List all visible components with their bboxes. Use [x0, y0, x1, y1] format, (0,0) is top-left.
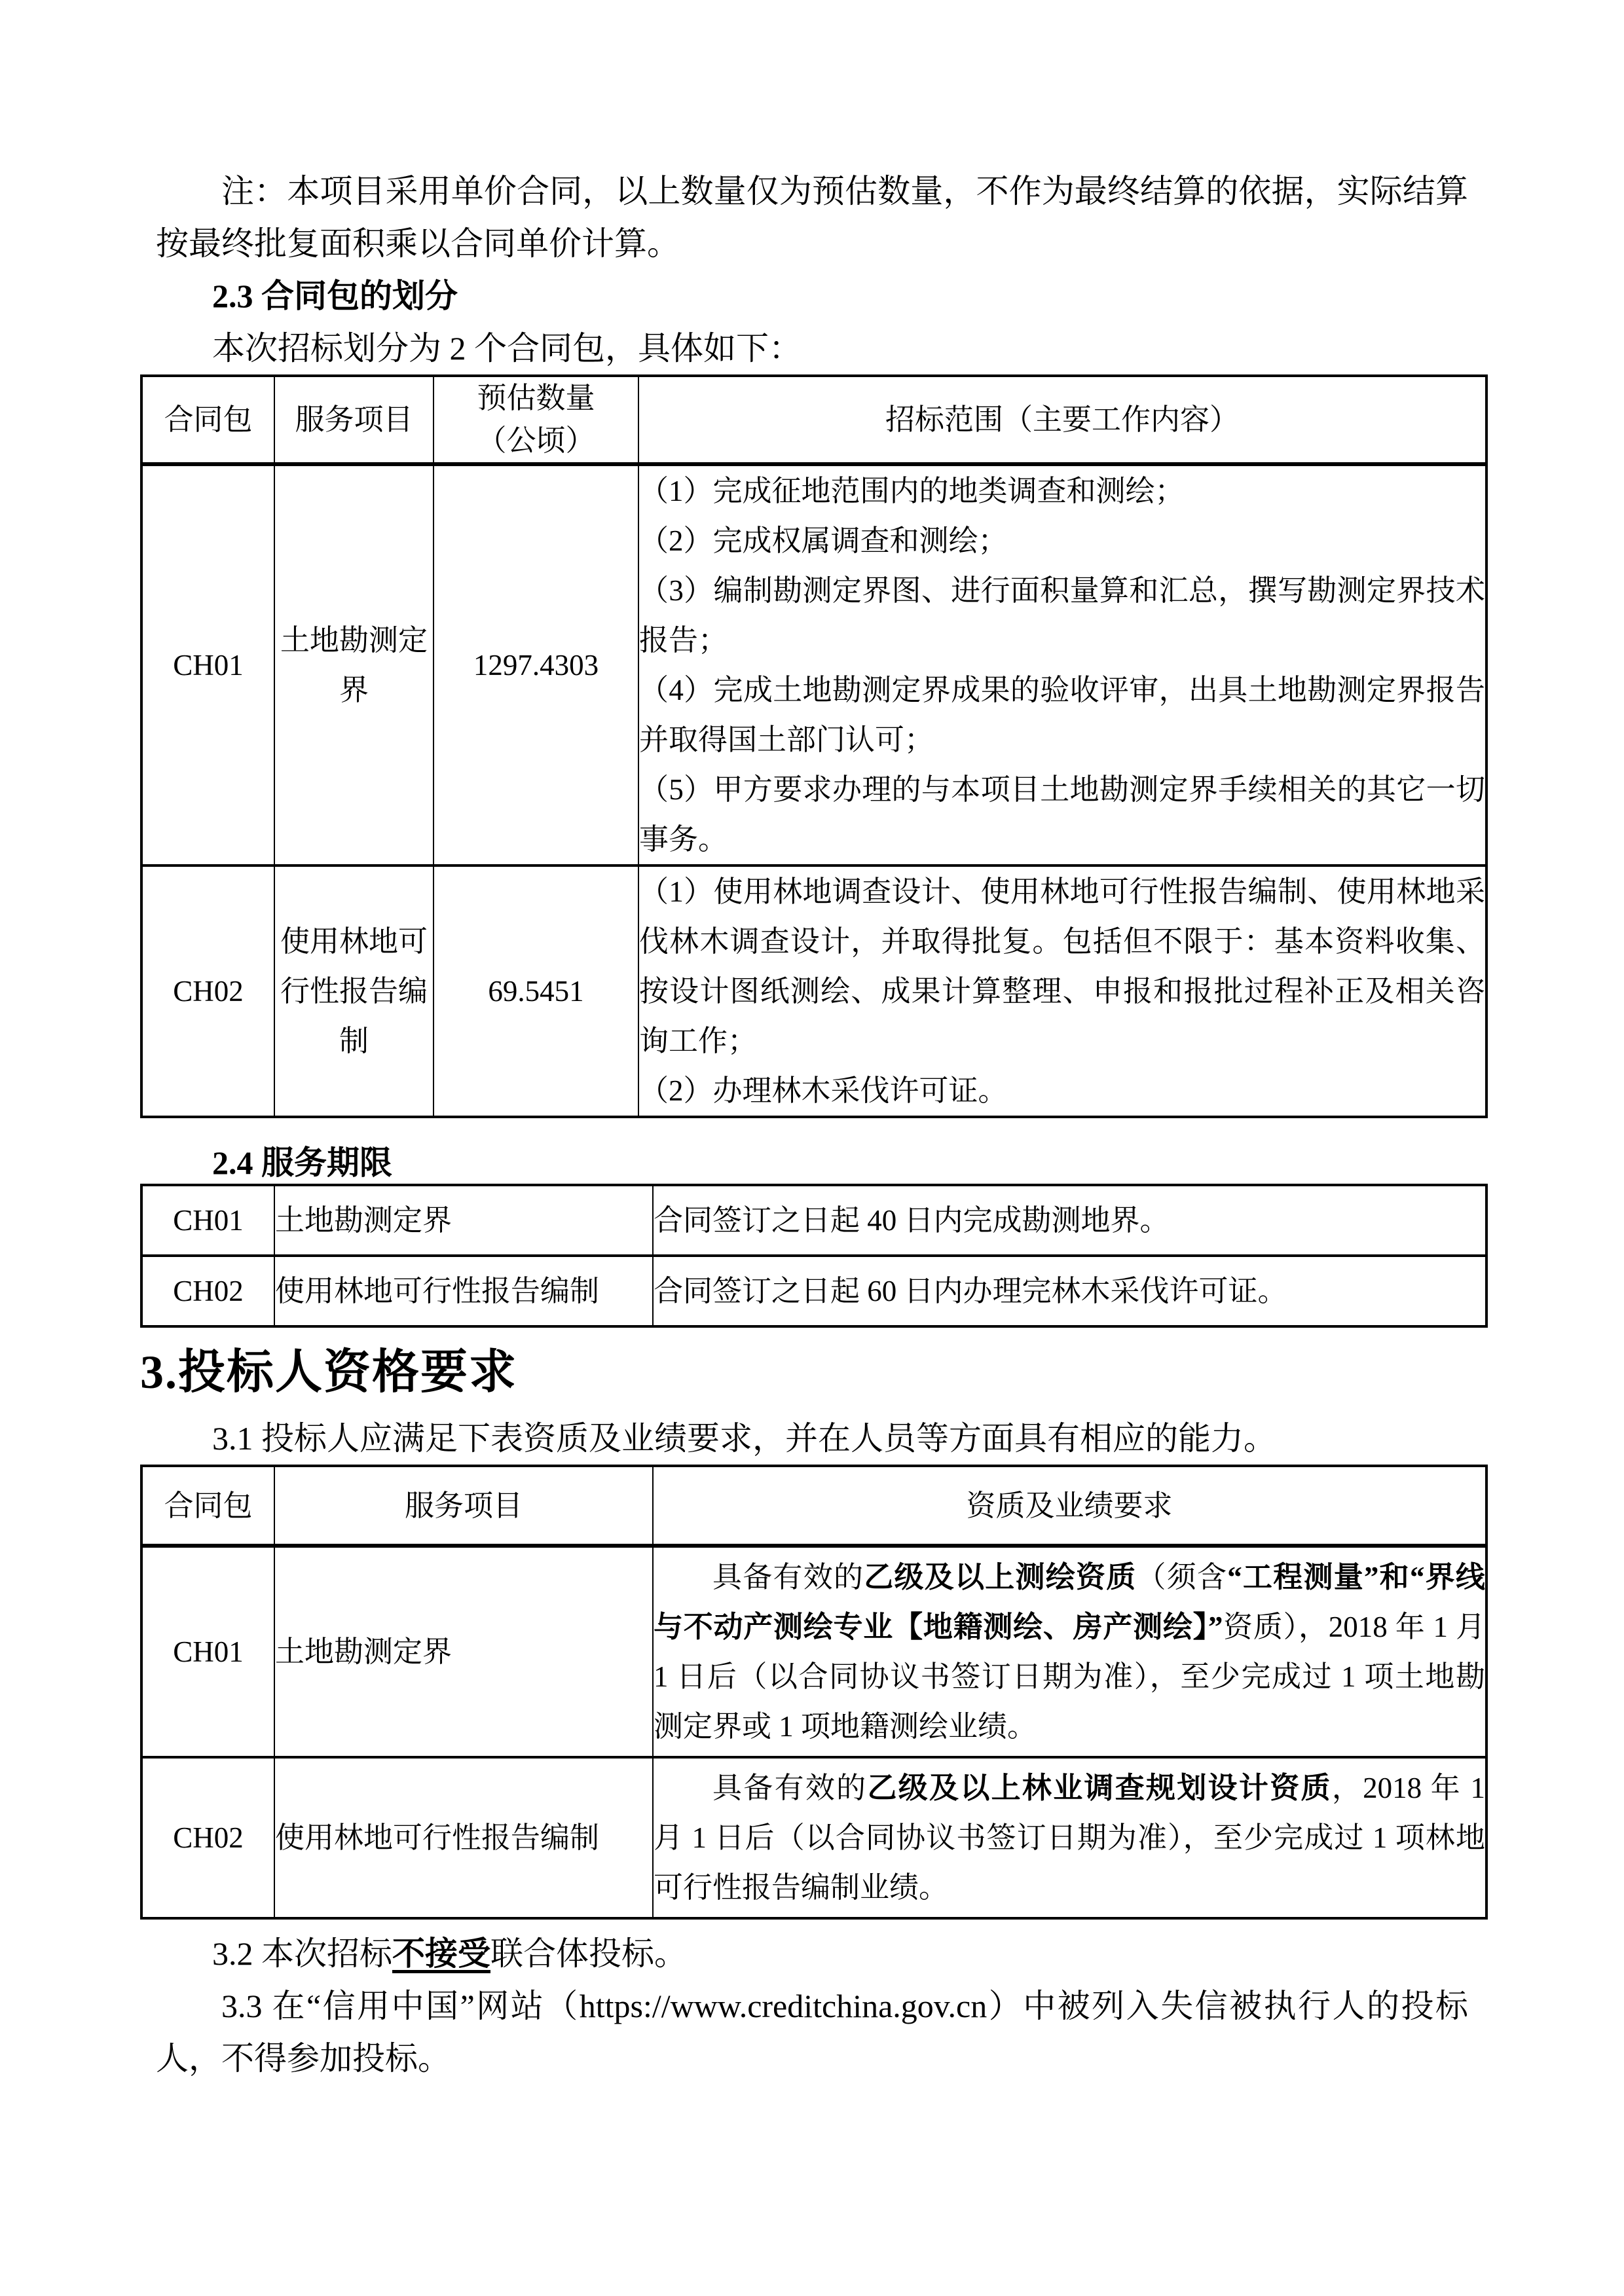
heading-2-3: 2.3 合同包的划分	[212, 278, 458, 314]
paragraph-3-1: 3.1 投标人应满足下表资质及业绩要求，并在人员等方面具有相应的能力。	[212, 1420, 1276, 1457]
package-id: CH02	[141, 1757, 274, 1918]
scope-item: （1）完成征地范围内的地类调查和测绘；	[639, 475, 1185, 507]
paragraph-3-2: 3.2 本次招标不接受联合体投标。	[212, 1935, 687, 1972]
contract-packages-table	[140, 374, 1488, 1118]
table-row	[141, 1546, 1486, 1757]
header-quantity-line1: 预估数量	[477, 382, 595, 414]
header-package: 合同包	[141, 1466, 274, 1546]
package-id: CH01	[141, 1185, 274, 1256]
qualification-content	[653, 1546, 1486, 1757]
service-name: 使用林地可行性报告编制	[274, 1256, 653, 1326]
table-row	[141, 1757, 1486, 1918]
table-row	[141, 866, 1486, 1117]
table-header-row	[141, 376, 1486, 464]
quantity-value: 1297.4303	[434, 464, 638, 866]
scope-item: （2）完成权属调查和测绘；	[639, 524, 1008, 557]
scope-item: （2）办理林木采伐许可证。	[639, 1074, 1008, 1107]
service-period-table	[140, 1184, 1488, 1328]
table-row	[141, 464, 1486, 866]
note-paragraph: 注：本项目采用单价合同，以上数量仅为预估数量，不作为最终结算的依据，实际结算按最终批复面积乘以合同单价计算。	[156, 173, 1468, 262]
qualification-text: 具备有效的乙级及以上林业调查规划设计资质，2018 年 1 月 1 日后（以合同协议书签订日期为准），至少完成过 1 项林地可行性报告编制业绩。	[654, 1772, 1485, 1904]
package-id: CH02	[141, 866, 274, 1117]
table-header-row	[141, 1466, 1486, 1546]
package-id: CH01	[141, 464, 274, 866]
qualification-text: 具备有效的乙级及以上测绘资质（须含“工程测量”和“界线与不动产测绘专业【地籍测绘、房产测绘】”资质），2018 年 1 月 1 日后（以合同协议书签订日期为准），至少完成过 1 项土地勘测定界或 1 项地籍测绘业绩。	[654, 1561, 1485, 1743]
header-scope: 招标范围（主要工作内容）	[638, 376, 1486, 464]
package-id: CH01	[141, 1546, 274, 1757]
qualification-table	[140, 1465, 1488, 1920]
scope-item: （1）使用林地调查设计、使用林地可行性报告编制、使用林地采伐林木调查设计，并取得批复。包括但不限于：基本资料收集、按设计图纸测绘、成果计算整理、申报和报批过程补正及相关咨询工作；	[639, 875, 1485, 1057]
header-quantity-line2: （公顷）	[477, 424, 595, 457]
heading-3: 3.投标人资格要求	[140, 1346, 518, 1398]
service-name: 使用林地可行性报告编制	[274, 866, 434, 1117]
service-name: 土地勘测定界	[274, 1185, 653, 1256]
period-value: 合同签订之日起 40 日内完成勘测地界。	[653, 1185, 1486, 1256]
scope-content	[638, 866, 1486, 1117]
service-name: 土地勘测定界	[274, 1546, 653, 1757]
header-package: 合同包	[141, 376, 274, 464]
package-id: CH02	[141, 1256, 274, 1326]
scope-item: （3）编制勘测定界图、进行面积量算和汇总，撰写勘测定界技术报告；	[639, 574, 1485, 657]
period-value: 合同签订之日起 60 日内办理完林木采伐许可证。	[653, 1256, 1486, 1326]
scope-content	[638, 464, 1486, 866]
scope-item: （5）甲方要求办理的与本项目土地勘测定界手续相关的其它一切事务。	[639, 773, 1485, 856]
paragraph-3-3: 3.3 在“信用中国”网站（https://www.creditchina.gov.cn）中被列入失信被执行人的投标人，不得参加投标。	[156, 1988, 1468, 2077]
header-service: 服务项目	[274, 1466, 653, 1546]
intro-paragraph: 本次招标划分为 2 个合同包，具体如下：	[212, 330, 802, 367]
quantity-value: 69.5451	[434, 866, 638, 1117]
service-name: 土地勘测定界	[274, 464, 434, 866]
table-row	[141, 1185, 1486, 1256]
qualification-content	[653, 1757, 1486, 1918]
scope-item: （4）完成土地勘测定界成果的验收评审，出具土地勘测定界报告并取得国土部门认可；	[639, 674, 1485, 756]
header-service: 服务项目	[274, 376, 434, 464]
service-name: 使用林地可行性报告编制	[274, 1757, 653, 1918]
heading-2-4: 2.4 服务期限	[212, 1144, 392, 1181]
header-quantity	[434, 376, 638, 464]
header-qualification: 资质及业绩要求	[653, 1466, 1486, 1546]
table-row	[141, 1256, 1486, 1326]
